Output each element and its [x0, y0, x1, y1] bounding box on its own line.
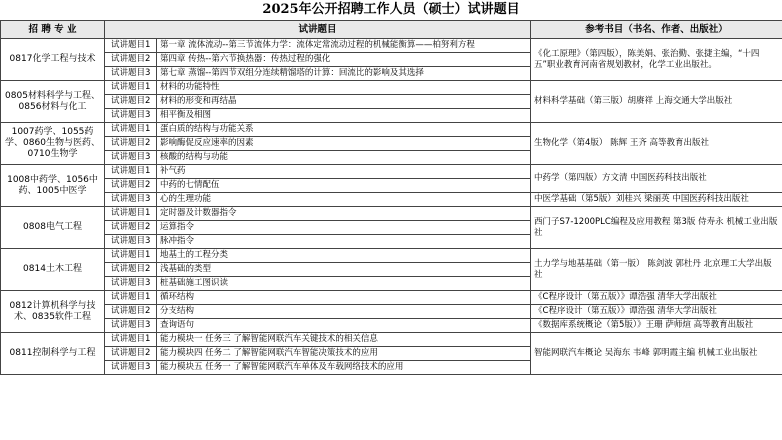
topic-number-label: 试讲题目1: [105, 81, 157, 95]
reference-book-cell: 生物化学（第4版） 陈辉 王齐 高等教育出版社: [531, 123, 782, 165]
reference-book-cell: 材料科学基础（第三版）胡赓祥 上海交通大学出版社: [531, 81, 782, 123]
topic-cell: 浅基础的类型: [157, 263, 531, 277]
header-topic: 试讲题目: [105, 21, 531, 39]
topic-number-label: 试讲题目1: [105, 165, 157, 179]
topic-number-label: 试讲题目3: [105, 151, 157, 165]
table-row: [1, 291, 782, 305]
table-row: [1, 305, 782, 319]
reference-book-cell: 西门子S7-1200PLC编程及应用教程 第3版 侍寿永 机械工业出版社: [531, 207, 782, 249]
topic-cell: 蛋白质的结构与功能关系: [157, 123, 531, 137]
header-row: [1, 21, 782, 39]
topic-number-label: 试讲题目1: [105, 249, 157, 263]
topic-number-label: 试讲题目1: [105, 333, 157, 347]
topic-number-label: 试讲题目2: [105, 305, 157, 319]
major-cell: 1008中药学、1056中药、1005中医学: [1, 165, 105, 207]
topic-number-label: 试讲题目2: [105, 263, 157, 277]
topic-number-label: 试讲题目2: [105, 137, 157, 151]
reference-book-cell: 智能网联汽车概论 吴海东 韦峰 郭明霞主编 机械工业出版社: [531, 333, 782, 375]
topic-cell: 材料的形变和再结晶: [157, 95, 531, 109]
table-row: [1, 193, 782, 207]
topic-cell: 定时器及计数器指令: [157, 207, 531, 221]
topic-cell: 地基土的工程分类: [157, 249, 531, 263]
topic-cell: 分支结构: [157, 305, 531, 319]
header-books: 参考书目（书名、作者、出版社）: [531, 21, 782, 39]
topic-number-label: 试讲题目3: [105, 319, 157, 333]
major-cell: 0812计算机科学与技术、0835软件工程: [1, 291, 105, 333]
reference-book-cell: 《C程序设计（第五版）》谭浩强 清华大学出版社: [531, 291, 782, 305]
topic-number-label: 试讲题目3: [105, 109, 157, 123]
topic-cell: 第四章 传热--第六节换热器：传热过程的强化: [157, 53, 531, 67]
topic-cell: 能力模块一 任务三 了解智能网联汽车关键技术的相关信息: [157, 333, 531, 347]
reference-book-cell: 中医学基础（第5版）刘桂兴 梁丽英 中国医药科技出版社: [531, 193, 782, 207]
topic-number-label: 试讲题目3: [105, 67, 157, 81]
reference-book-cell: 土力学与地基基础（第一版） 陈剑波 郭杜丹 北京理工大学出版社: [531, 249, 782, 291]
reference-book-cell: 《化工原理》（第四版），陈美娟、张治勤、张捷主编，“十四五”职业教育河南省规划教材，化学工业出版社。: [531, 39, 782, 81]
topic-cell: 补气药: [157, 165, 531, 179]
topic-cell: 影响酶促反应速率的因素: [157, 137, 531, 151]
topic-number-label: 试讲题目1: [105, 291, 157, 305]
topic-cell: 查询语句: [157, 319, 531, 333]
topic-number-label: 试讲题目1: [105, 123, 157, 137]
topic-number-label: 试讲题目2: [105, 179, 157, 193]
topic-cell: 材料的功能特性: [157, 81, 531, 95]
reference-book-cell: 《数据库系统概论（第5版）》王珊 萨师煊 高等教育出版社: [531, 319, 782, 333]
topic-number-label: 试讲题目2: [105, 53, 157, 67]
topic-cell: 第一章 流体流动--第三节流体力学：流体定常流动过程的机械能衡算——柏努利方程: [157, 39, 531, 53]
major-cell: 0811控制科学与工程: [1, 333, 105, 375]
table-row: [1, 333, 782, 347]
topic-number-label: 试讲题目3: [105, 193, 157, 207]
topic-number-label: 试讲题目1: [105, 207, 157, 221]
topic-cell: 脉冲指令: [157, 235, 531, 249]
topic-cell: 能力模块四 任务二 了解智能网联汽车智能决策技术的应用: [157, 347, 531, 361]
topic-number-label: 试讲题目2: [105, 95, 157, 109]
topic-cell: 中药的七情配伍: [157, 179, 531, 193]
topic-number-label: 试讲题目2: [105, 347, 157, 361]
table-row: [1, 123, 782, 137]
major-cell: 1007药学、1055药学、0860生物与医药、0710生物学: [1, 123, 105, 165]
table-row: [1, 207, 782, 221]
topic-cell: 心的生理功能: [157, 193, 531, 207]
topic-number-label: 试讲题目3: [105, 277, 157, 291]
reference-book-cell: 《C程序设计（第五版）》谭浩强 清华大学出版社: [531, 305, 782, 319]
topic-cell: 第七章 蒸馏--第四节双组分连续精馏塔的计算：回流比的影响及其选择: [157, 67, 531, 81]
topic-number-label: 试讲题目3: [105, 361, 157, 375]
major-cell: 0808电气工程: [1, 207, 105, 249]
header-major: 招 聘 专 业: [1, 21, 105, 39]
page-title: 2025年公开招聘工作人员（硕士）试讲题目: [262, 2, 520, 17]
major-cell: 0817化学工程与技术: [1, 39, 105, 81]
table-row: [1, 319, 782, 333]
topic-cell: 循环结构: [157, 291, 531, 305]
topic-number-label: 试讲题目1: [105, 39, 157, 53]
table-row: [1, 249, 782, 263]
topic-cell: 核酸的结构与功能: [157, 151, 531, 165]
table-row: [1, 81, 782, 95]
table-row: [1, 39, 782, 53]
major-cell: 0805材料科学与工程、0856材料与化工: [1, 81, 105, 123]
topic-cell: 桩基础施工图识读: [157, 277, 531, 291]
topic-number-label: 试讲题目3: [105, 235, 157, 249]
exam-topics-table: [0, 20, 782, 375]
topic-cell: 运算指令: [157, 221, 531, 235]
reference-book-cell: 中药学（第四版）方文清 中国医药科技出版社: [531, 165, 782, 193]
topic-cell: 能力模块五 任务一 了解智能网联汽车单体及车载网络技术的应用: [157, 361, 531, 375]
topic-cell: 相平衡及相图: [157, 109, 531, 123]
major-cell: 0814土木工程: [1, 249, 105, 291]
topic-number-label: 试讲题目2: [105, 221, 157, 235]
table-row: [1, 165, 782, 179]
